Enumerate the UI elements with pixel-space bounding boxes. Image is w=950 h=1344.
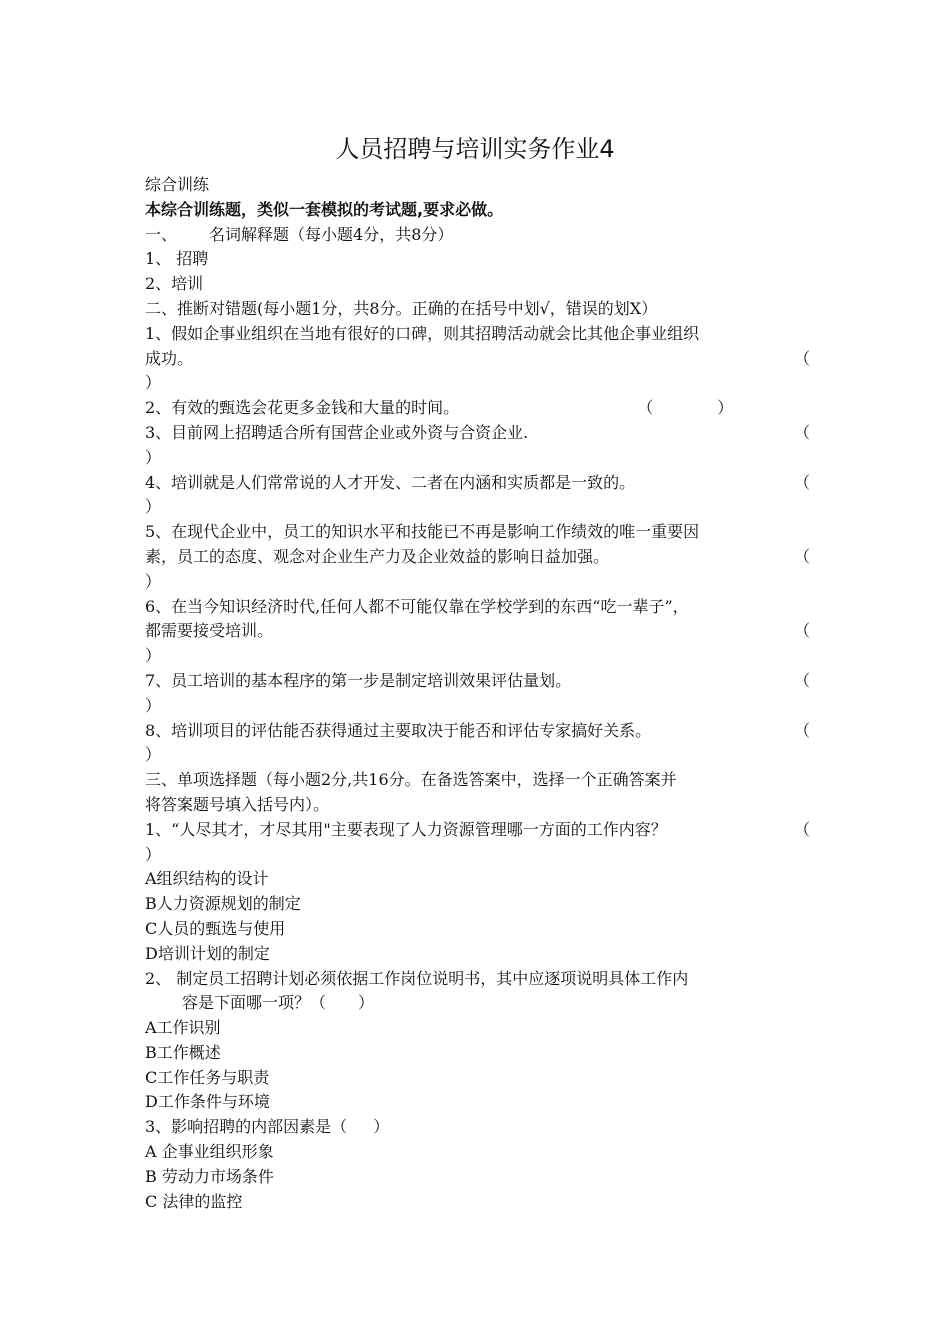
- tf-question-5-line2: [145, 545, 810, 570]
- tf-question-7: [145, 669, 810, 694]
- tf-question-8: [145, 719, 810, 744]
- mc-option[interactable]: D培训计划的制定: [145, 943, 270, 963]
- section2-header: 二、推断对错题(每小题1分，共8分。正确的在括号中划√，错误的划X）: [145, 298, 658, 318]
- tf-question-3: [145, 421, 810, 446]
- mc-option[interactable]: A 企事业组织形象: [145, 1142, 274, 1162]
- mc-option[interactable]: D工作条件与环境: [145, 1092, 270, 1112]
- mc-option[interactable]: B 劳动力市场条件: [145, 1166, 274, 1186]
- answer-paren-open[interactable]: （: [793, 720, 810, 740]
- mc-option[interactable]: B人力资源规划的制定: [145, 894, 301, 914]
- tf-question-6-line2: [145, 619, 810, 644]
- section1-item: 1、 招聘: [145, 249, 209, 269]
- answer-paren-open[interactable]: （: [793, 621, 810, 641]
- tf-question-5-line1: 5、在现代企业中，员工的知识水平和技能已不再是影响工作绩效的唯一重要因: [145, 522, 700, 542]
- tf-question-2-text: 2、有效的甄选会花更多金钱和大量的时间。: [145, 398, 460, 418]
- mc-option[interactable]: C 法律的监控: [145, 1191, 243, 1211]
- answer-paren-open[interactable]: （: [793, 670, 810, 690]
- answer-paren-open[interactable]: （: [637, 398, 654, 418]
- section3-header-line1: 三、单项选择题（每小题2分,共16分。在备选答案中，选择一个正确答案并: [145, 770, 677, 790]
- mc-question-2-text: 容是下面哪一项？（: [182, 993, 327, 1013]
- mc-question-3: [145, 1115, 810, 1140]
- section3-header-line2: 将答案题号填入括号内）。: [145, 794, 330, 814]
- answer-paren-open[interactable]: （: [793, 819, 810, 839]
- answer-paren-close: ）: [145, 646, 162, 666]
- tf-question-3-text: 3、目前网上招聘适合所有国营企业或外资与合资企业.: [145, 422, 529, 442]
- answer-paren-close: ）: [145, 373, 162, 393]
- tf-question-1-text: 成功。: [145, 348, 194, 368]
- tf-question-4-text: 4、培训就是人们常常说的人才开发、二者在内涵和实质都是一致的。: [145, 472, 636, 492]
- mc-question-3-text: 3、影响招聘的内部因素是（: [145, 1117, 348, 1137]
- section1-item: 2、培训: [145, 274, 204, 294]
- mc-question-2-line1: 2、 制定员工招聘计划必须依据工作岗位说明书，其中应逐项说明具体工作内: [145, 968, 689, 988]
- tf-question-6-text: 都需要接受培训。: [145, 621, 274, 641]
- tf-question-6-line1: 6、在当今知识经济时代,任何人都不可能仅靠在学校学到的东西“吃一辈子”，: [145, 596, 689, 616]
- answer-paren-close: ）: [145, 497, 162, 517]
- intro-note: 本综合训练题，类似一套模拟的考试题,要求必做。: [145, 199, 504, 219]
- answer-paren-open[interactable]: （: [793, 348, 810, 368]
- tf-question-7-text: 7、员工培训的基本程序的第一步是制定培训效果评估量划。: [145, 670, 572, 690]
- tf-question-5-text: 素，员工的态度、观念对企业生产力及企业效益的影响日益加强。: [145, 546, 610, 566]
- document-body: [145, 173, 810, 1214]
- tf-question-1-line2: [145, 347, 810, 372]
- answer-paren-open[interactable]: （: [793, 546, 810, 566]
- answer-paren-close: ）: [358, 993, 375, 1013]
- section1-text: 名词解释题（每小题4分，共8分）: [209, 224, 454, 244]
- answer-paren-close: ）: [145, 447, 162, 467]
- answer-paren-open[interactable]: （: [793, 422, 810, 442]
- mc-question-1-text: 1、“人尽其才，才尽其用"主要表现了人力资源管理哪一方面的工作内容？: [145, 819, 667, 839]
- mc-question-1: [145, 818, 810, 843]
- mc-option[interactable]: C人员的甄选与使用: [145, 918, 286, 938]
- mc-question-2-line2: [145, 991, 810, 1016]
- tf-question-2: [145, 396, 810, 421]
- section1-number: 一、: [145, 224, 178, 244]
- answer-paren-close: ）: [373, 1117, 390, 1137]
- answer-paren-close: ）: [145, 571, 162, 591]
- section1-header: [145, 223, 810, 248]
- tf-question-1-line1: 1、假如企事业组织在当地有很好的口碑，则其招聘活动就会比其他企事业组织: [145, 323, 700, 343]
- page-title: 人员招聘与培训实务作业4: [335, 135, 615, 163]
- answer-paren-close: ）: [145, 844, 162, 864]
- answer-paren-close: ）: [145, 695, 162, 715]
- tf-question-8-text: 8、培训项目的评估能否获得通过主要取决于能否和评估专家搞好关系。: [145, 720, 652, 740]
- mc-option[interactable]: C工作任务与职责: [145, 1067, 270, 1087]
- mc-option[interactable]: A工作识别: [145, 1018, 221, 1038]
- tf-question-4: [145, 471, 810, 496]
- intro-heading: 综合训练: [145, 175, 210, 194]
- mc-option[interactable]: A组织结构的设计: [145, 869, 269, 889]
- answer-paren-open[interactable]: （: [793, 472, 810, 492]
- answer-paren-close: ）: [717, 398, 734, 418]
- mc-option[interactable]: B工作概述: [145, 1042, 221, 1062]
- answer-paren-close: ）: [145, 745, 162, 765]
